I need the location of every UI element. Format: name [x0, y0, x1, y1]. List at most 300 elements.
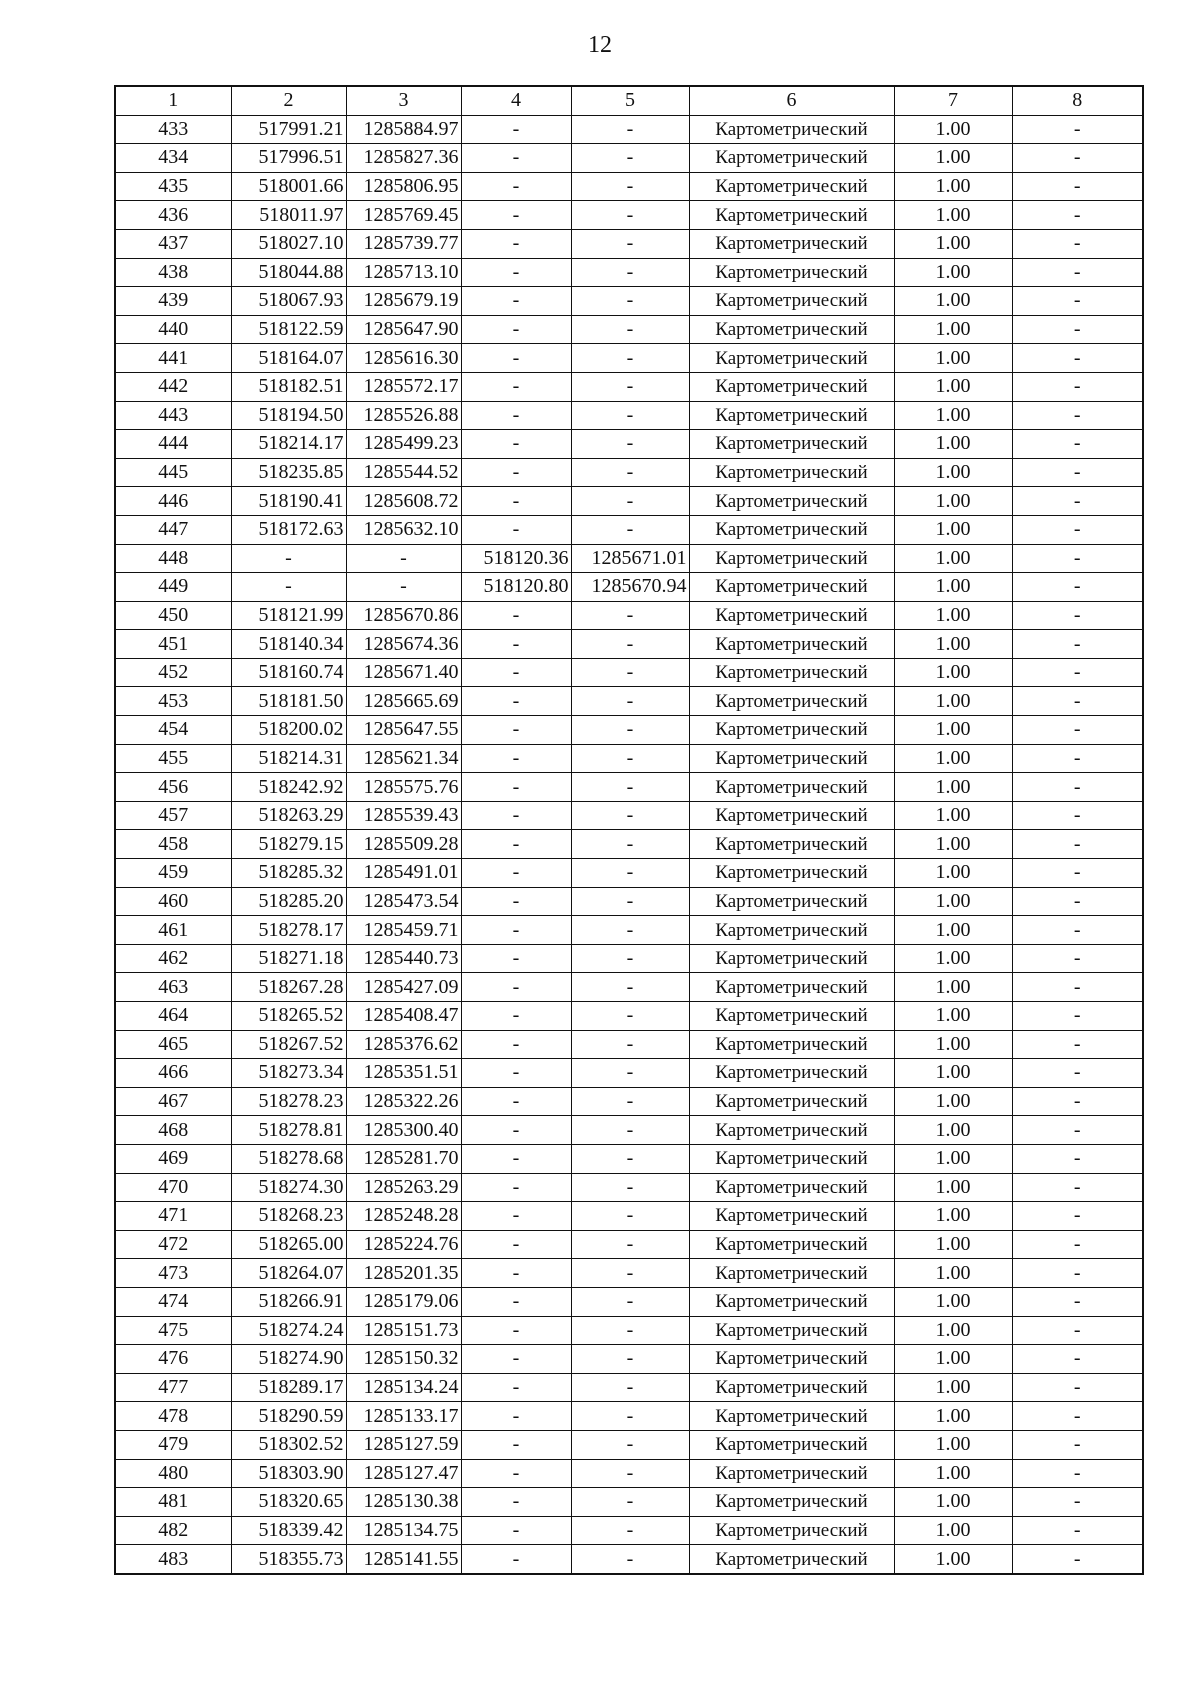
x-coordinate-cell: 518214.17 [231, 430, 346, 459]
table-header-row [115, 86, 1143, 115]
y-coordinate-cell: 1285665.69 [346, 687, 461, 716]
method-cell: Картометрический [689, 430, 894, 459]
x-coordinate-cell: 518214.31 [231, 744, 346, 773]
method-cell: Картометрический [689, 1230, 894, 1259]
accuracy-cell: 1.00 [894, 716, 1012, 745]
description-cell: - [1012, 973, 1143, 1002]
description-cell: - [1012, 229, 1143, 258]
x-coordinate-alt-cell: - [461, 1287, 571, 1316]
method-cell: Картометрический [689, 372, 894, 401]
y-coordinate-alt-cell: - [571, 515, 689, 544]
point-number-cell: 452 [115, 658, 231, 687]
accuracy-cell: 1.00 [894, 258, 1012, 287]
accuracy-cell: 1.00 [894, 144, 1012, 173]
x-coordinate-alt-cell: - [461, 1316, 571, 1345]
table-row [115, 372, 1143, 401]
x-coordinate-cell: 518278.23 [231, 1087, 346, 1116]
method-cell: Картометрический [689, 544, 894, 573]
y-coordinate-alt-cell: - [571, 1316, 689, 1345]
point-number-cell: 450 [115, 601, 231, 630]
y-coordinate-cell: 1285491.01 [346, 859, 461, 888]
point-number-cell: 471 [115, 1202, 231, 1231]
x-coordinate-cell: 518271.18 [231, 944, 346, 973]
y-coordinate-cell: 1285608.72 [346, 487, 461, 516]
accuracy-cell: 1.00 [894, 487, 1012, 516]
method-cell: Картометрический [689, 859, 894, 888]
description-cell: - [1012, 1430, 1143, 1459]
table-row [115, 687, 1143, 716]
x-coordinate-cell: 518181.50 [231, 687, 346, 716]
y-coordinate-alt-cell: - [571, 315, 689, 344]
column-header: 3 [346, 86, 461, 115]
y-coordinate-cell: 1285263.29 [346, 1173, 461, 1202]
y-coordinate-alt-cell: - [571, 944, 689, 973]
method-cell: Картометрический [689, 1202, 894, 1231]
x-coordinate-alt-cell: - [461, 115, 571, 144]
description-cell: - [1012, 887, 1143, 916]
coordinates-table [114, 85, 1144, 1575]
x-coordinate-cell: 518190.41 [231, 487, 346, 516]
point-number-cell: 447 [115, 515, 231, 544]
table-row [115, 801, 1143, 830]
description-cell: - [1012, 1373, 1143, 1402]
point-number-cell: 437 [115, 229, 231, 258]
y-coordinate-alt-cell: - [571, 487, 689, 516]
table-body [115, 115, 1143, 1574]
y-coordinate-cell: 1285674.36 [346, 630, 461, 659]
x-coordinate-cell: 518320.65 [231, 1488, 346, 1517]
table-row [115, 1516, 1143, 1545]
y-coordinate-alt-cell: - [571, 1345, 689, 1374]
point-number-cell: 456 [115, 773, 231, 802]
x-coordinate-cell: 517996.51 [231, 144, 346, 173]
accuracy-cell: 1.00 [894, 1516, 1012, 1545]
column-header: 6 [689, 86, 894, 115]
table-row [115, 830, 1143, 859]
y-coordinate-alt-cell: - [571, 1030, 689, 1059]
method-cell: Картометрический [689, 458, 894, 487]
accuracy-cell: 1.00 [894, 1059, 1012, 1088]
y-coordinate-alt-cell: - [571, 716, 689, 745]
x-coordinate-alt-cell: - [461, 144, 571, 173]
method-cell: Картометрический [689, 344, 894, 373]
accuracy-cell: 1.00 [894, 172, 1012, 201]
x-coordinate-alt-cell: - [461, 1030, 571, 1059]
x-coordinate-cell: 518140.34 [231, 630, 346, 659]
point-number-cell: 438 [115, 258, 231, 287]
x-coordinate-cell: 518274.30 [231, 1173, 346, 1202]
table-row [115, 1116, 1143, 1145]
x-coordinate-alt-cell: - [461, 944, 571, 973]
description-cell: - [1012, 830, 1143, 859]
table-row [115, 344, 1143, 373]
x-coordinate-alt-cell: - [461, 1087, 571, 1116]
y-coordinate-cell: 1285670.86 [346, 601, 461, 630]
point-number-cell: 458 [115, 830, 231, 859]
description-cell: - [1012, 859, 1143, 888]
accuracy-cell: 1.00 [894, 229, 1012, 258]
method-cell: Картометрический [689, 1488, 894, 1517]
accuracy-cell: 1.00 [894, 601, 1012, 630]
y-coordinate-alt-cell: - [571, 287, 689, 316]
accuracy-cell: 1.00 [894, 115, 1012, 144]
method-cell: Картометрический [689, 801, 894, 830]
accuracy-cell: 1.00 [894, 515, 1012, 544]
accuracy-cell: 1.00 [894, 201, 1012, 230]
x-coordinate-alt-cell: - [461, 1116, 571, 1145]
point-number-cell: 481 [115, 1488, 231, 1517]
description-cell: - [1012, 573, 1143, 602]
method-cell: Картометрический [689, 172, 894, 201]
column-header: 5 [571, 86, 689, 115]
y-coordinate-cell: 1285151.73 [346, 1316, 461, 1345]
method-cell: Картометрический [689, 315, 894, 344]
description-cell: - [1012, 1459, 1143, 1488]
table-row [115, 315, 1143, 344]
point-number-cell: 449 [115, 573, 231, 602]
y-coordinate-alt-cell: - [571, 1259, 689, 1288]
y-coordinate-cell: - [346, 573, 461, 602]
x-coordinate-cell: - [231, 573, 346, 602]
table-row [115, 201, 1143, 230]
description-cell: - [1012, 1287, 1143, 1316]
x-coordinate-alt-cell: - [461, 1002, 571, 1031]
y-coordinate-cell: 1285539.43 [346, 801, 461, 830]
y-coordinate-cell: 1285322.26 [346, 1087, 461, 1116]
point-number-cell: 460 [115, 887, 231, 916]
x-coordinate-alt-cell: - [461, 973, 571, 1002]
table-row [115, 887, 1143, 916]
method-cell: Картометрический [689, 1316, 894, 1345]
accuracy-cell: 1.00 [894, 744, 1012, 773]
point-number-cell: 476 [115, 1345, 231, 1374]
y-coordinate-cell: 1285440.73 [346, 944, 461, 973]
table-row [115, 944, 1143, 973]
description-cell: - [1012, 287, 1143, 316]
table-row [115, 1002, 1143, 1031]
description-cell: - [1012, 258, 1143, 287]
table-row [115, 144, 1143, 173]
x-coordinate-cell: 518001.66 [231, 172, 346, 201]
y-coordinate-alt-cell: - [571, 1059, 689, 1088]
description-cell: - [1012, 1116, 1143, 1145]
method-cell: Картометрический [689, 1545, 894, 1574]
point-number-cell: 433 [115, 115, 231, 144]
x-coordinate-alt-cell: - [461, 744, 571, 773]
y-coordinate-alt-cell: - [571, 1545, 689, 1574]
x-coordinate-cell: 518172.63 [231, 515, 346, 544]
method-cell: Картометрический [689, 573, 894, 602]
x-coordinate-cell: 518268.23 [231, 1202, 346, 1231]
x-coordinate-alt-cell: - [461, 258, 571, 287]
y-coordinate-cell: 1285281.70 [346, 1144, 461, 1173]
x-coordinate-cell: 518355.73 [231, 1545, 346, 1574]
point-number-cell: 475 [115, 1316, 231, 1345]
table-row [115, 1202, 1143, 1231]
x-coordinate-cell: 518242.92 [231, 773, 346, 802]
y-coordinate-cell: 1285544.52 [346, 458, 461, 487]
table-row [115, 601, 1143, 630]
table-row [115, 1287, 1143, 1316]
column-header: 8 [1012, 86, 1143, 115]
method-cell: Картометрический [689, 201, 894, 230]
x-coordinate-cell: 518289.17 [231, 1373, 346, 1402]
point-number-cell: 473 [115, 1259, 231, 1288]
point-number-cell: 467 [115, 1087, 231, 1116]
x-coordinate-alt-cell: - [461, 1059, 571, 1088]
method-cell: Картометрический [689, 973, 894, 1002]
description-cell: - [1012, 944, 1143, 973]
x-coordinate-cell: 518164.07 [231, 344, 346, 373]
description-cell: - [1012, 115, 1143, 144]
y-coordinate-cell: 1285130.38 [346, 1488, 461, 1517]
x-coordinate-alt-cell: - [461, 201, 571, 230]
y-coordinate-cell: 1285884.97 [346, 115, 461, 144]
y-coordinate-alt-cell: - [571, 344, 689, 373]
description-cell: - [1012, 458, 1143, 487]
y-coordinate-alt-cell: - [571, 372, 689, 401]
x-coordinate-alt-cell: - [461, 1545, 571, 1574]
x-coordinate-alt-cell: - [461, 601, 571, 630]
description-cell: - [1012, 401, 1143, 430]
point-number-cell: 442 [115, 372, 231, 401]
description-cell: - [1012, 716, 1143, 745]
y-coordinate-alt-cell: - [571, 1402, 689, 1431]
table-row [115, 115, 1143, 144]
x-coordinate-alt-cell: - [461, 344, 571, 373]
x-coordinate-cell: 518290.59 [231, 1402, 346, 1431]
column-header: 1 [115, 86, 231, 115]
method-cell: Картометрический [689, 658, 894, 687]
accuracy-cell: 1.00 [894, 630, 1012, 659]
x-coordinate-alt-cell: - [461, 1144, 571, 1173]
y-coordinate-cell: 1285248.28 [346, 1202, 461, 1231]
y-coordinate-alt-cell: - [571, 1459, 689, 1488]
accuracy-cell: 1.00 [894, 372, 1012, 401]
accuracy-cell: 1.00 [894, 687, 1012, 716]
y-coordinate-alt-cell: - [571, 601, 689, 630]
point-number-cell: 446 [115, 487, 231, 516]
x-coordinate-alt-cell: - [461, 716, 571, 745]
accuracy-cell: 1.00 [894, 1116, 1012, 1145]
y-coordinate-cell: 1285224.76 [346, 1230, 461, 1259]
x-coordinate-alt-cell: - [461, 801, 571, 830]
description-cell: - [1012, 1059, 1143, 1088]
point-number-cell: 448 [115, 544, 231, 573]
y-coordinate-alt-cell: - [571, 916, 689, 945]
x-coordinate-alt-cell: - [461, 287, 571, 316]
description-cell: - [1012, 744, 1143, 773]
accuracy-cell: 1.00 [894, 973, 1012, 1002]
description-cell: - [1012, 344, 1143, 373]
y-coordinate-alt-cell: - [571, 773, 689, 802]
column-header: 7 [894, 86, 1012, 115]
accuracy-cell: 1.00 [894, 401, 1012, 430]
column-header: 2 [231, 86, 346, 115]
accuracy-cell: 1.00 [894, 1202, 1012, 1231]
point-number-cell: 480 [115, 1459, 231, 1488]
point-number-cell: 469 [115, 1144, 231, 1173]
y-coordinate-alt-cell: - [571, 1002, 689, 1031]
description-cell: - [1012, 372, 1143, 401]
x-coordinate-alt-cell: - [461, 515, 571, 544]
description-cell: - [1012, 1488, 1143, 1517]
y-coordinate-cell: 1285679.19 [346, 287, 461, 316]
y-coordinate-alt-cell: - [571, 1230, 689, 1259]
y-coordinate-alt-cell: - [571, 258, 689, 287]
x-coordinate-cell: 518339.42 [231, 1516, 346, 1545]
accuracy-cell: 1.00 [894, 1259, 1012, 1288]
table-row [115, 1373, 1143, 1402]
y-coordinate-cell: 1285376.62 [346, 1030, 461, 1059]
description-cell: - [1012, 1516, 1143, 1545]
description-cell: - [1012, 1230, 1143, 1259]
table-row [115, 859, 1143, 888]
method-cell: Картометрический [689, 944, 894, 973]
y-coordinate-alt-cell: - [571, 115, 689, 144]
point-number-cell: 441 [115, 344, 231, 373]
y-coordinate-alt-cell: - [571, 830, 689, 859]
y-coordinate-alt-cell: - [571, 172, 689, 201]
x-coordinate-alt-cell: - [461, 1373, 571, 1402]
y-coordinate-alt-cell: - [571, 430, 689, 459]
y-coordinate-cell: 1285134.75 [346, 1516, 461, 1545]
table-row [115, 515, 1143, 544]
description-cell: - [1012, 144, 1143, 173]
point-number-cell: 451 [115, 630, 231, 659]
point-number-cell: 464 [115, 1002, 231, 1031]
description-cell: - [1012, 315, 1143, 344]
point-number-cell: 478 [115, 1402, 231, 1431]
accuracy-cell: 1.00 [894, 944, 1012, 973]
x-coordinate-cell: 518274.24 [231, 1316, 346, 1345]
x-coordinate-alt-cell: - [461, 1259, 571, 1288]
accuracy-cell: 1.00 [894, 801, 1012, 830]
y-coordinate-cell: 1285351.51 [346, 1059, 461, 1088]
y-coordinate-cell: 1285509.28 [346, 830, 461, 859]
x-coordinate-cell: 518303.90 [231, 1459, 346, 1488]
x-coordinate-alt-cell: - [461, 1516, 571, 1545]
x-coordinate-cell: 518274.90 [231, 1345, 346, 1374]
x-coordinate-alt-cell: - [461, 916, 571, 945]
method-cell: Картометрический [689, 1373, 894, 1402]
y-coordinate-cell: 1285572.17 [346, 372, 461, 401]
x-coordinate-cell: 518267.52 [231, 1030, 346, 1059]
point-number-cell: 470 [115, 1173, 231, 1202]
description-cell: - [1012, 1087, 1143, 1116]
description-cell: - [1012, 172, 1143, 201]
description-cell: - [1012, 1144, 1143, 1173]
table-row [115, 458, 1143, 487]
x-coordinate-cell: 518285.32 [231, 859, 346, 888]
y-coordinate-cell: 1285473.54 [346, 887, 461, 916]
x-coordinate-cell: 518273.34 [231, 1059, 346, 1088]
accuracy-cell: 1.00 [894, 458, 1012, 487]
description-cell: - [1012, 687, 1143, 716]
point-number-cell: 477 [115, 1373, 231, 1402]
point-number-cell: 479 [115, 1430, 231, 1459]
description-cell: - [1012, 601, 1143, 630]
point-number-cell: 439 [115, 287, 231, 316]
method-cell: Картометрический [689, 1002, 894, 1031]
x-coordinate-alt-cell: - [461, 401, 571, 430]
accuracy-cell: 1.00 [894, 344, 1012, 373]
description-cell: - [1012, 544, 1143, 573]
point-number-cell: 457 [115, 801, 231, 830]
method-cell: Картометрический [689, 515, 894, 544]
description-cell: - [1012, 430, 1143, 459]
x-coordinate-cell: 518278.17 [231, 916, 346, 945]
y-coordinate-cell: 1285671.40 [346, 658, 461, 687]
y-coordinate-cell: 1285141.55 [346, 1545, 461, 1574]
y-coordinate-cell: 1285827.36 [346, 144, 461, 173]
x-coordinate-cell: 517991.21 [231, 115, 346, 144]
description-cell: - [1012, 1030, 1143, 1059]
description-cell: - [1012, 487, 1143, 516]
point-number-cell: 474 [115, 1287, 231, 1316]
x-coordinate-alt-cell: - [461, 458, 571, 487]
table-row [115, 1545, 1143, 1574]
x-coordinate-alt-cell: - [461, 658, 571, 687]
table-row [115, 916, 1143, 945]
description-cell: - [1012, 1545, 1143, 1574]
method-cell: Картометрический [689, 1116, 894, 1145]
table-row [115, 1144, 1143, 1173]
method-cell: Картометрический [689, 1087, 894, 1116]
description-cell: - [1012, 630, 1143, 659]
x-coordinate-alt-cell: - [461, 229, 571, 258]
method-cell: Картометрический [689, 287, 894, 316]
method-cell: Картометрический [689, 601, 894, 630]
table-row [115, 1230, 1143, 1259]
description-cell: - [1012, 916, 1143, 945]
table-row [115, 487, 1143, 516]
x-coordinate-cell: 518302.52 [231, 1430, 346, 1459]
table-row [115, 1316, 1143, 1345]
accuracy-cell: 1.00 [894, 773, 1012, 802]
y-coordinate-alt-cell: 1285671.01 [571, 544, 689, 573]
y-coordinate-alt-cell: - [571, 401, 689, 430]
accuracy-cell: 1.00 [894, 1287, 1012, 1316]
x-coordinate-cell: - [231, 544, 346, 573]
x-coordinate-cell: 518182.51 [231, 372, 346, 401]
accuracy-cell: 1.00 [894, 1002, 1012, 1031]
point-number-cell: 482 [115, 1516, 231, 1545]
accuracy-cell: 1.00 [894, 1373, 1012, 1402]
accuracy-cell: 1.00 [894, 1488, 1012, 1517]
accuracy-cell: 1.00 [894, 544, 1012, 573]
point-number-cell: 455 [115, 744, 231, 773]
x-coordinate-alt-cell: - [461, 315, 571, 344]
point-number-cell: 434 [115, 144, 231, 173]
method-cell: Картометрический [689, 716, 894, 745]
x-coordinate-cell: 518235.85 [231, 458, 346, 487]
y-coordinate-cell: 1285300.40 [346, 1116, 461, 1145]
y-coordinate-alt-cell: - [571, 1373, 689, 1402]
accuracy-cell: 1.00 [894, 658, 1012, 687]
y-coordinate-alt-cell: - [571, 1430, 689, 1459]
point-number-cell: 454 [115, 716, 231, 745]
y-coordinate-cell: 1285499.23 [346, 430, 461, 459]
point-number-cell: 459 [115, 859, 231, 888]
point-number-cell: 445 [115, 458, 231, 487]
point-number-cell: 435 [115, 172, 231, 201]
accuracy-cell: 1.00 [894, 573, 1012, 602]
y-coordinate-cell: 1285150.32 [346, 1345, 461, 1374]
table-row [115, 1345, 1143, 1374]
y-coordinate-cell: 1285769.45 [346, 201, 461, 230]
table-row [115, 1488, 1143, 1517]
